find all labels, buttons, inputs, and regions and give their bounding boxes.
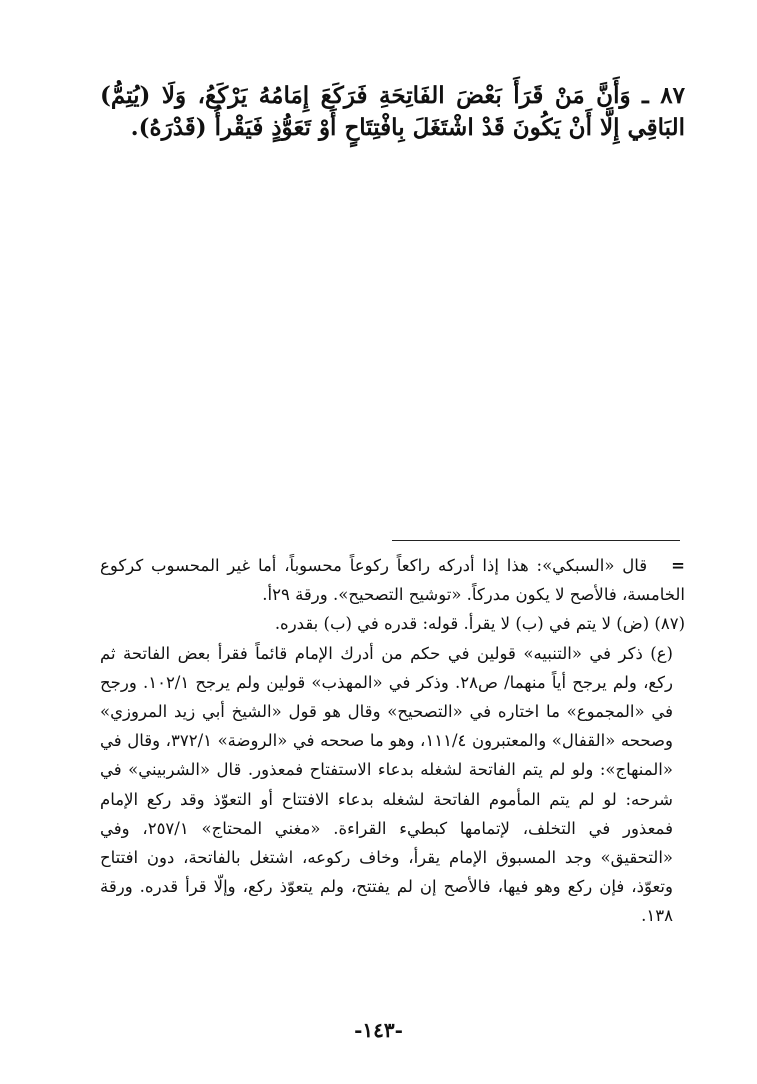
footnote-continued-text: قال «السبكي»: هذا إذا أدركه راكعاً ركوعاً محسوباً، أما غير المحسوب كركوع الخامسة، فالأصح لا يكون مدركاً. «توشيح التصحيح». ورقة ٢٩أ.: [100, 556, 685, 605]
footnote-variant-readings: (٨٧) (ض) لا يتم في (ب) لا يقرأ. قوله: قدره في (ب) بقدره.: [274, 614, 685, 634]
footnote-continued: [100, 551, 685, 609]
main-text-block: [100, 80, 685, 144]
footnote-commentary: (ع) ذكر في «التنبيه» قولين في حكم من أدرك الإمام قائماً فقرأ بعض الفاتحة ثم ركع، ولم يرجح أياً منهما/ ص٢٨. وذكر في «المهذب» قولين ولم يرجح ١٠٢/١. ورجح في «المجموع» ما اختاره في «التصحيح» وقال هو قول «الشيخ أبي زيد المروزي» وصححه «القفال» والمعتبرون ١١١/٤، وهو ما صححه في «الروضة» ٣٧٢/١، وقال في «المنهاج»: ولو لم يتم الفاتحة لشغله بدعاء الاستفتاح فمعذور. قال «الشربيني» في شرحه: لو لم يتم المأموم الفاتحة لشغله بدعاء الافتتاح أو التعوّذ وقد ركع الإمام فمعذور في التخلف، لإتمامها كبطيء القراءة. «مغني المحتاج» ٢٥٧/١، وفي «التحقيق» وجد المسبوق الإمام يقرأ، وخاف ركوعه، اشتغل بالفاتحة، دون افتتاح وتعوّذ، فإن ركع وهو فيها، فالأصح إن لم يفتتح، ولم يتعوّذ ركع، وإلّا قرأ قدره. ورقة ١٣٨.: [100, 643, 674, 926]
main-paragraph-87: ٨٧ ـ وَأَنَّ مَنْ قَرَأَ بَعْضَ الفَاتِحَةِ فَرَكَعَ إِمَامُهُ يَرْكَعُ، وَلَا (يُتِمُّ) البَاقِي إِلَّا أَنْ يَكُونَ قَدْ اشْتَغَلَ بِافْتِتَاحٍ أَوْ تَعَوُّذٍ فَيَقْرأُ (قَدْرَهُ).: [100, 82, 685, 141]
continuation-marker: =: [671, 556, 685, 575]
footnotes-block: [100, 551, 685, 931]
footnote-separator: [392, 540, 680, 541]
page-number: -١٤٣-: [354, 1018, 403, 1042]
